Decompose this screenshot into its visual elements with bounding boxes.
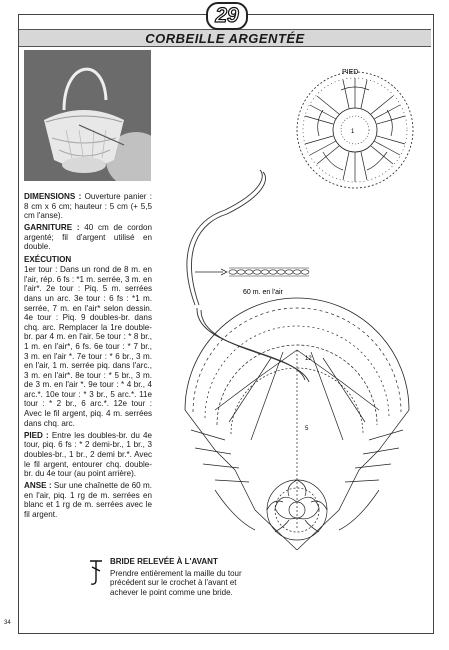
round-label-12: 12 — [305, 356, 312, 362]
legend-description: Prendre entièrement la maille du tour précédent sur le crochet à l'avant et achever le point comme une bride. — [110, 568, 242, 597]
bride-relevee-symbol-icon — [86, 556, 106, 586]
page-title: CORBEILLE ARGENTÉE — [145, 31, 305, 46]
round-label-5: 5 — [305, 426, 309, 432]
basket-photo — [24, 50, 151, 181]
pied-round-label: 1 — [351, 129, 355, 135]
chain-label: 60 m. en l'air — [243, 289, 283, 296]
dimensions-paragraph — [24, 192, 152, 221]
pattern-number-badge: 29 — [206, 2, 248, 30]
title-bar — [19, 29, 431, 47]
dimensions-label: DIMENSIONS : — [24, 192, 82, 201]
pied-chart-label: PIED — [342, 69, 359, 76]
execution-text: 1er tour : Dans un rond de 8 m. en l'air, rép. 6 fs : *1 m. serrée, 3 m. en l'air*. 2e tour : Piq. 5 m. serrées dans un arc. 3e tour : 6 fs : *1 m. serrée, 7 m. en l'air* selon dessin. 4e tour : Piq. 9 doubles-br. dans chq. arc. Remplacer la 1re double-br. par 4 m. en l'air. 5e tour : * 8 br., 1 m. en l'air*, 6 fs. 6e tour : * 7 br., 3 m. en l'air *. 7e tour : * 6 br., 3 m. en l'air, 1 m. serrée piq. dans l'arc., 3 m. en l'air*. 8e tour : * 5 br., 3 m. de 3 m. en l'air *. 9e tour : * 4 br., 4 arc.*. 10e tour : * 3 br., 5 arc.*. 11e tour : * 2 br., 6 arc.*. 12e tour : Avec le fil argent, piq. 4 m. serrées dans chq. arc. — [24, 265, 152, 428]
legend-text — [110, 557, 245, 597]
legend-title: BRIDE RELEVÉE À L'AVANT — [110, 557, 218, 566]
anse-text: Sur une chaînette de 60 m. en l'air, piq. 1 rg de m. serrées en blanc et 1 rg de m. serrées avec le fil argent. — [24, 481, 153, 519]
crochet-diagram — [155, 50, 431, 630]
execution-heading: EXÉCUTION — [24, 254, 72, 264]
pied-chart — [297, 69, 413, 188]
pied-paragraph — [24, 431, 152, 479]
page-number: 34 — [4, 620, 11, 626]
anse-paragraph — [24, 481, 152, 519]
instructions-column — [24, 192, 152, 522]
garniture-text: 40 cm de cordon argenté; fil d'argent utilisé en double. — [24, 223, 153, 252]
anse-label: ANSE : — [24, 481, 52, 491]
garniture-paragraph — [24, 223, 152, 252]
pied-label: PIED : — [24, 430, 49, 440]
chain-60 — [195, 268, 309, 296]
pied-text: Entre les doubles-br. du 4e tour, piq. 6 fs : * 2 demi-br., 1 br., 3 doubles-br., 1 br., 2 demi br.*. Avec le fil argent, entourer chq. double-br. du 4e tour (au point arrière). — [24, 430, 152, 479]
basket-chart — [185, 298, 409, 550]
garniture-label: GARNITURE : — [24, 223, 80, 233]
dimensions-text: Ouverture panier : 8 cm x 6 cm; hauteur : 5 cm (+ 5,5 cm l'anse). — [24, 192, 153, 221]
